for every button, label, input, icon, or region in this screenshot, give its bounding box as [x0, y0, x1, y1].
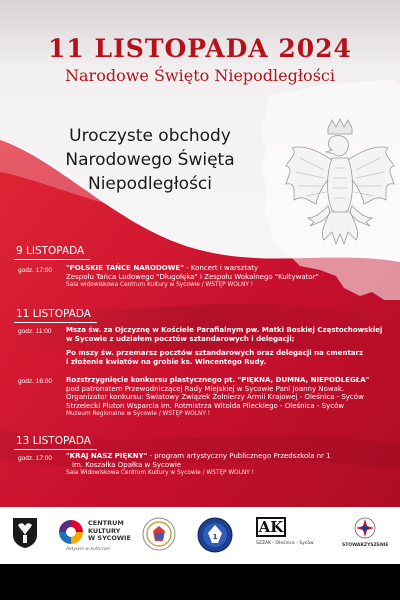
event-title-bold: "POLSKIE TAŃCE NARODOWE" — [66, 264, 184, 272]
event-detail — [66, 326, 382, 335]
date-heading: 13 LISTOPADA — [14, 434, 97, 450]
centrum-kultury-mark-icon — [58, 519, 84, 545]
date-heading: 9 LISTOPADA — [14, 244, 90, 260]
event-venue: Sala widowiskowa Centrum Kultury w Sycowie / WSTĘP WOLNY ! — [66, 282, 254, 288]
ck-line: KULTURY — [88, 526, 121, 535]
page-subtitle: Narodowe Święto Niepodległości — [65, 66, 335, 85]
event-time: godz. 17:00 — [18, 455, 52, 462]
sycow-coat-of-arms-icon — [12, 517, 38, 549]
event-detail: Strzelecki Pluton Wsparcia im. Rotmistrza Witolda Pileckiego - Oleśnica - Syców — [66, 401, 345, 410]
event-venue: Sala Widowiskowa Centrum Kultury w Sycowie / WSTĘP WOLNY ! — [66, 470, 254, 476]
event-block — [66, 376, 369, 418]
ak-logo — [256, 517, 316, 557]
event-block — [66, 326, 382, 366]
event-time: godz. 11:00 — [18, 328, 52, 335]
stowarzyszenie-mark-icon — [354, 517, 376, 539]
event-detail-text: w Sycowie z udziałem pocztów sztandarowych i delegacji; — [66, 334, 295, 343]
stow-caption: STOWARZYSZENIE — [342, 543, 389, 548]
event-detail-text: i złożenie kwiatów na grobie ks. Wincentego Rudy. — [66, 357, 267, 366]
event-detail: pod patronatem Przewodniczącej Rady Miejskiej w Sycowie Pani Joanny Nowak. — [66, 384, 345, 393]
event-title-bold: "KRAJ NASZ PIĘKNY" — [66, 452, 148, 460]
event-detail — [66, 358, 382, 367]
event-detail: Organizator konkursu: Światowy Związek Żołnierzy Armii Krajowej - Oleśnica - Syców — [66, 393, 364, 401]
event-title-rest: - Koncert i warsztaty — [183, 264, 259, 272]
event-detail: im. Koszałka Opałka w Sycowie — [72, 460, 182, 469]
event-title-rest: - program artystyczny Publicznego Przedszkola nr 1 — [147, 452, 331, 460]
event-detail — [66, 349, 382, 358]
ak-caption: ŚZŻAK - Oleśnica - Syców — [256, 541, 314, 546]
stowarzyszenie-logo — [342, 517, 392, 557]
ak-letters: AK — [256, 517, 286, 537]
event-venue: Muzeum Regionalne w Sycowie / WSTĘP WOLNY ! — [66, 411, 211, 417]
event-title — [66, 264, 319, 273]
headline — [20, 124, 280, 196]
ck-line: W SYCOWIE — [88, 534, 131, 542]
event-detail — [66, 376, 369, 385]
svg-text:1: 1 — [212, 533, 218, 541]
centrum-kultury-logo — [58, 517, 131, 557]
ck-tagline: Aktywni w kulturze! — [66, 547, 111, 552]
sponsor-logo-strip — [0, 507, 400, 564]
headline-line: Uroczyste obchody — [69, 126, 231, 146]
event-detail-text: Po mszy św. przemarsz pocztów sztandarowych oraz delegacji na cmentarz — [66, 349, 364, 357]
event-detail: Zespołu Tańca Ludowego "Długołęka" i Zespołu Wokalnego "Kultywator" — [66, 272, 319, 281]
event-block — [66, 452, 331, 477]
ck-line: CENTRUM — [88, 519, 124, 527]
event-time: godz. 16:00 — [18, 378, 52, 385]
headline-line: Niepodległości — [87, 174, 212, 194]
blue-badge-emblem-icon — [196, 515, 234, 555]
page-title: 11 LISTOPADA 2024 — [48, 34, 352, 63]
event-detail — [66, 335, 382, 344]
event-time: godz. 17:00 — [18, 267, 52, 274]
round-emblem-icon — [142, 517, 176, 551]
bottom-bar — [0, 564, 400, 600]
event-title — [66, 452, 331, 461]
event-detail-text: Rozstrzygnięcie konkursu plastycznego pt. "PIĘKNA, DUMNA, NIEPODLEGŁA" — [66, 376, 370, 384]
event-detail-text: Msza św. za Ojczyznę w Kościele Parafialnym pw. Matki Boskiej Częstochowskiej — [66, 326, 383, 334]
date-heading: 11 LISTOPADA — [14, 307, 97, 323]
headline-line: Narodowego Święta — [65, 150, 235, 170]
event-block — [66, 264, 319, 289]
white-eagle-emblem-icon — [280, 118, 400, 258]
